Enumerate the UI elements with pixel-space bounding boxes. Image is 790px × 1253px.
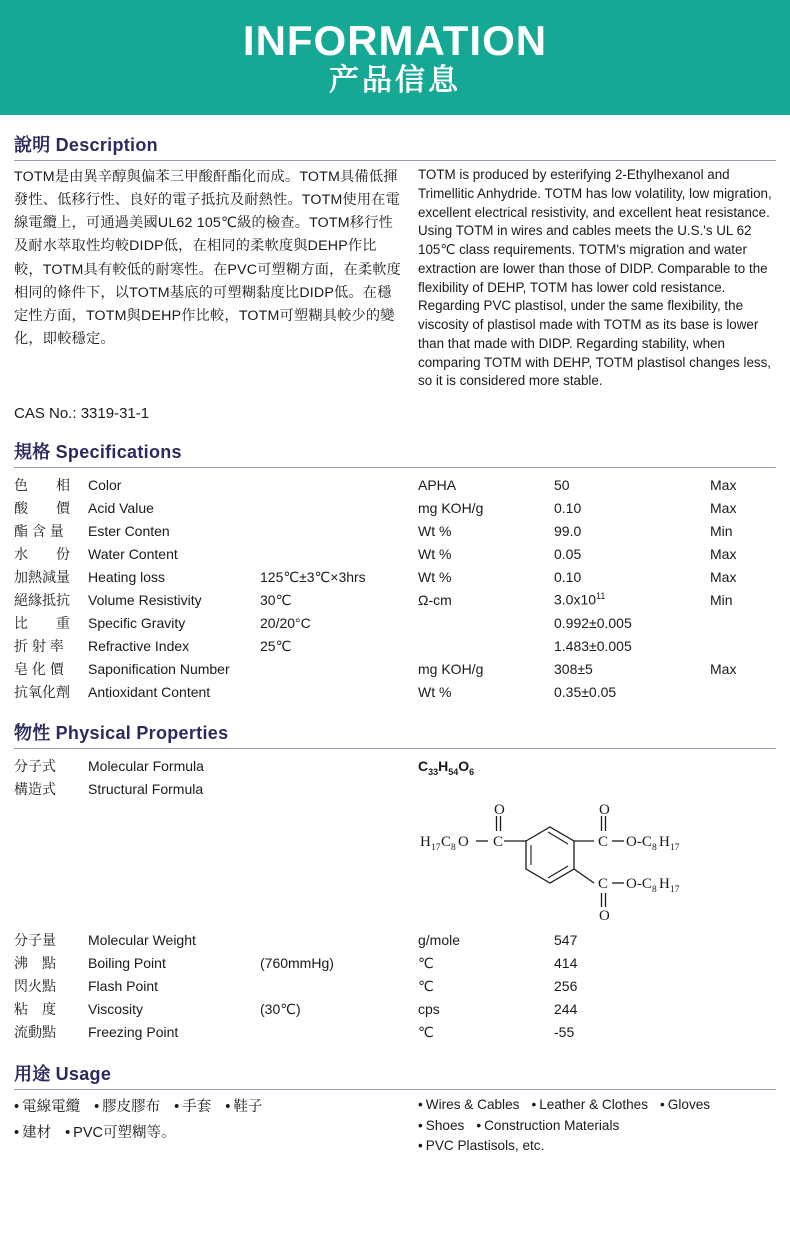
divider-specifications — [14, 467, 776, 468]
usage-line-en-1 — [418, 1095, 776, 1115]
spec-limit: Min — [710, 522, 733, 539]
formula-atom-o: O — [458, 757, 470, 774]
page-content — [0, 131, 790, 1157]
table-row-structural-formula — [14, 778, 776, 801]
cas-label: CAS No.: — [14, 405, 77, 423]
table-row — [14, 1021, 776, 1044]
spec-label-zh: 絕緣抵抗 — [14, 591, 70, 608]
page-banner — [0, 0, 790, 115]
spec-condition — [260, 496, 418, 519]
spec-limit: Max — [710, 568, 737, 585]
spec-unit — [418, 611, 554, 634]
usage-item-label: Wires & Cables — [425, 1096, 520, 1112]
spec-label-en: Specific Gravity — [88, 614, 186, 631]
table-row — [14, 588, 776, 611]
section-heading-specifications-en: Specifications — [55, 442, 182, 463]
cas-number — [14, 405, 776, 422]
spec-label-en: Heating loss — [88, 568, 166, 585]
spec-unit: Wt % — [418, 522, 452, 539]
molecular-formula-condition — [260, 754, 418, 778]
description-text-chinese: TOTM是由異辛醇與偏苯三甲酸酐酯化而成。TOTM具備低揮發性、低移行性、良好的電子抵抗及耐熱性。TOTM使用在電線電纜上，可通過美國UL62 105℃級的檢查。TOTM移行性及耐水萃取性均較DIDP低，在相同的柔軟度與DEHP作比較，TOTM具有較低的耐寒性。在PVC可塑糊方面，在柔軟度相同的條件下，以TOTM基底的可塑糊黏度比DIDP低。在穩定性方面，TOTM與DEHP作比較，TOTM可塑糊具較少的變化，即較穩定。 — [14, 169, 402, 347]
formula-atom-h: H — [438, 757, 449, 774]
property-label-en: Molecular Weight — [88, 932, 196, 949]
property-unit: ℃ — [418, 1024, 434, 1041]
spec-value: 0.10 — [554, 499, 582, 516]
table-row-molecular-formula — [14, 754, 776, 778]
svg-text:8: 8 — [451, 842, 456, 853]
svg-text:8: 8 — [652, 884, 657, 895]
property-value: -55 — [554, 1024, 575, 1041]
spec-condition — [260, 519, 418, 542]
struct-left-group: H — [420, 833, 431, 850]
bullet-icon: • — [65, 1125, 71, 1142]
svg-text:8: 8 — [652, 842, 657, 853]
spec-label-zh: 皂 化 價 — [14, 660, 64, 677]
section-heading-usage-zh: 用途 — [14, 1063, 51, 1084]
svg-text:C: C — [441, 833, 452, 850]
property-value: 244 — [554, 1001, 578, 1018]
spec-label-en: Water Content — [88, 545, 178, 562]
table-row — [14, 519, 776, 542]
spec-condition: 25℃ — [260, 637, 292, 654]
svg-text:17: 17 — [670, 884, 680, 895]
usage-item — [14, 1095, 80, 1120]
struct-right-bottom-carbonyl-c: C — [598, 875, 609, 892]
property-unit: ℃ — [418, 955, 434, 972]
usage-item-label: 鞋子 — [233, 1098, 263, 1115]
usage-item — [174, 1095, 211, 1120]
property-label-en: Boiling Point — [88, 955, 166, 972]
svg-text:H: H — [659, 833, 670, 850]
property-value: 414 — [554, 955, 578, 972]
formula-sub-o: 6 — [469, 766, 475, 777]
spec-limit — [710, 611, 776, 634]
usage-item-label: PVC可塑糊等。 — [73, 1125, 176, 1142]
structural-formula-label-en: Structural Formula — [88, 781, 204, 798]
svg-text:H: H — [659, 875, 670, 892]
property-label-en: Freezing Point — [88, 1024, 179, 1041]
spec-unit: Ω-cm — [418, 591, 452, 608]
structural-formula-label-zh: 構造式 — [14, 781, 56, 798]
property-limit — [710, 975, 776, 998]
usage-item-label: Gloves — [667, 1096, 711, 1112]
property-label-en: Viscosity — [88, 1001, 143, 1018]
usage-item — [476, 1116, 619, 1136]
spec-condition — [260, 657, 418, 680]
spec-label-en: Ester Conten — [88, 522, 170, 539]
table-row — [14, 975, 776, 998]
property-condition: (30℃) — [260, 1001, 301, 1018]
property-label-zh: 沸 點 — [14, 955, 56, 972]
spec-condition: 125℃±3℃×3hrs — [260, 568, 366, 585]
physical-properties-table — [14, 929, 776, 1044]
section-heading-description-en: Description — [55, 135, 158, 155]
molecular-formula-value — [418, 754, 776, 778]
usage-item-label: 建材 — [22, 1125, 52, 1142]
structural-formula-diagram — [14, 801, 776, 929]
formula-sub-c: 33 — [428, 766, 439, 777]
spec-limit: Max — [710, 660, 737, 677]
usage-item — [225, 1095, 262, 1120]
struct-right-top-carbonyl-o: O — [599, 801, 610, 818]
formula-atom-c: C — [418, 757, 429, 774]
usage-list-english — [418, 1095, 776, 1157]
property-condition — [260, 975, 418, 998]
property-condition — [260, 1021, 418, 1044]
spec-condition — [260, 542, 418, 565]
spec-label-zh: 水 份 — [14, 545, 70, 562]
specifications-table — [14, 473, 776, 703]
description-columns — [14, 166, 776, 391]
property-condition — [260, 929, 418, 952]
usage-item — [418, 1136, 544, 1156]
usage-item-label: 膠皮膠布 — [102, 1098, 161, 1115]
table-row — [14, 657, 776, 680]
spec-value: $3.0x10^{11}$ — [554, 591, 606, 608]
spec-label-zh: 抗氧化劑 — [14, 683, 70, 700]
spec-value: 0.35±0.05 — [554, 683, 617, 700]
table-row — [14, 542, 776, 565]
property-label-en: Flash Point — [88, 978, 159, 995]
table-row — [14, 680, 776, 703]
property-limit — [710, 929, 776, 952]
spec-label-zh: 色 相 — [14, 476, 70, 493]
spec-condition: 20/20°C — [260, 614, 311, 631]
bullet-icon: • — [418, 1096, 423, 1112]
bullet-icon: • — [14, 1125, 20, 1142]
property-unit: cps — [418, 1001, 440, 1018]
section-heading-usage — [14, 1060, 776, 1086]
property-label-zh: 分子量 — [14, 932, 56, 949]
usage-line-zh-2 — [14, 1121, 418, 1146]
svg-text:17: 17 — [431, 842, 441, 853]
bullet-icon: • — [94, 1098, 100, 1115]
spec-condition — [260, 473, 418, 496]
table-row — [14, 496, 776, 519]
struct-right-top-group: O-C — [626, 833, 652, 850]
table-row — [14, 998, 776, 1021]
property-condition: (760mmHg) — [260, 955, 334, 972]
spec-label-zh: 比 重 — [14, 614, 70, 631]
spec-value: 308±5 — [554, 660, 593, 677]
trimellitate-structure-svg — [418, 801, 718, 927]
molecular-formula-label-en: Molecular Formula — [88, 757, 204, 774]
spec-label-en: Refractive Index — [88, 637, 190, 654]
divider-usage — [14, 1089, 776, 1090]
table-row — [14, 952, 776, 975]
spec-value: 1.483±0.005 — [554, 637, 632, 654]
spec-condition: 30℃ — [260, 591, 292, 608]
divider-description — [14, 160, 776, 161]
spec-label-en: Volume Resistivity — [88, 591, 202, 608]
svg-text:O: O — [458, 833, 469, 850]
bullet-icon: • — [174, 1098, 180, 1115]
spec-label-en: Acid Value — [88, 499, 154, 516]
table-row — [14, 611, 776, 634]
spec-label-zh: 酸 價 — [14, 499, 70, 516]
table-row — [14, 634, 776, 657]
bullet-icon: • — [225, 1098, 231, 1115]
table-row — [14, 473, 776, 496]
spec-label-en: Color — [88, 476, 122, 493]
usage-item-label: Leather & Clothes — [539, 1096, 649, 1112]
spec-unit: mg KOH/g — [418, 660, 484, 677]
usage-item-label: Shoes — [425, 1117, 465, 1133]
usage-line-zh-1 — [14, 1095, 418, 1120]
usage-list-chinese — [14, 1095, 418, 1157]
spec-value: 0.10 — [554, 568, 582, 585]
property-unit: g/mole — [418, 932, 461, 949]
spec-unit — [418, 634, 554, 657]
usage-item-label: 電線電纜 — [22, 1098, 81, 1115]
svg-text:17: 17 — [670, 842, 680, 853]
usage-item-label: PVC Plastisols, etc. — [425, 1138, 545, 1154]
bullet-icon: • — [476, 1117, 482, 1133]
section-heading-usage-en: Usage — [55, 1063, 112, 1084]
bullet-icon: • — [660, 1096, 665, 1112]
bullet-icon: • — [418, 1117, 423, 1133]
spec-unit: Wt % — [418, 568, 452, 585]
divider-physical-properties — [14, 748, 776, 749]
spec-label-zh: 加熱減量 — [14, 568, 70, 585]
bullet-icon: • — [14, 1098, 20, 1115]
usage-item-label: Construction Materials — [484, 1117, 620, 1133]
spec-value: 0.992±0.005 — [554, 614, 632, 631]
spec-label-en: Saponification Number — [88, 660, 230, 677]
section-heading-description — [14, 131, 776, 157]
spec-unit: Wt % — [418, 545, 452, 562]
spec-label-zh: 酯 含 量 — [14, 522, 64, 539]
spec-limit — [710, 634, 776, 657]
property-limit — [710, 952, 776, 975]
usage-item — [418, 1116, 464, 1136]
description-text-english: TOTM is produced by esterifying 2-Ethylhexanol and Trimellitic Anhydride. TOTM has low volatility, low migration, excellent electrical resistivity, and excellent heat resistance. Using TOTM in wires and cables meets the U.S.'s UL 62 105℃ class requirements. TOTM's migration and water extraction are lower than those of DIDP. Comparable to the flexibility of DEHP, TOTM has lower cold resistance. Regarding PVC plastisol, under the same flexibility, the viscosity of plastisol made with TOTM as its base is lower than that made with DIDP. Regarding stability, when comparing TOTM with DEHP, TOTM plastisol changes less, so it is considered more stable. — [418, 167, 772, 389]
section-heading-description-zh: 說明 — [14, 135, 51, 155]
usage-item — [418, 1095, 519, 1115]
spec-label-zh: 折 射 率 — [14, 637, 64, 654]
usage-item — [531, 1095, 648, 1115]
molecular-formula-label-zh: 分子式 — [14, 757, 56, 774]
spec-condition — [260, 680, 418, 703]
property-label-zh: 閃火點 — [14, 978, 56, 995]
usage-line-en-2 — [418, 1116, 776, 1136]
spec-limit: Max — [710, 545, 737, 562]
spec-unit: mg KOH/g — [418, 499, 484, 516]
usage-columns — [14, 1095, 776, 1157]
section-heading-specifications — [14, 438, 776, 464]
property-label-zh: 流動點 — [14, 1024, 56, 1041]
section-heading-physical-properties — [14, 719, 776, 745]
section-heading-physical-properties-zh: 物性 — [14, 723, 51, 744]
usage-item-label: 手套 — [182, 1098, 212, 1115]
spec-label-en: Antioxidant Content — [88, 683, 211, 700]
spec-unit: Wt % — [418, 683, 452, 700]
spec-limit: Max — [710, 499, 737, 516]
bullet-icon: • — [418, 1138, 423, 1154]
cas-value: 3319-31-1 — [80, 405, 150, 423]
property-limit — [710, 998, 776, 1021]
spec-value: 99.0 — [554, 522, 582, 539]
spec-limit: Max — [710, 476, 737, 493]
usage-item — [65, 1121, 175, 1146]
spec-value: 0.05 — [554, 545, 582, 562]
spec-limit: Min — [710, 591, 733, 608]
table-row — [14, 929, 776, 952]
formula-table — [14, 754, 776, 801]
struct-right-bottom-group: O-C — [626, 875, 652, 892]
struct-left-carbonyl-o: O — [494, 801, 505, 818]
section-heading-physical-properties-en: Physical Properties — [55, 723, 229, 744]
banner-title-chinese: 产品信息 — [329, 63, 461, 97]
property-value: 256 — [554, 978, 578, 995]
struct-right-top-carbonyl-c: C — [598, 833, 609, 850]
usage-item — [94, 1095, 160, 1120]
section-heading-specifications-zh: 規格 — [14, 442, 51, 463]
banner-title-english: INFORMATION — [242, 16, 548, 64]
property-label-zh: 粘 度 — [14, 1001, 56, 1018]
usage-line-en-3 — [418, 1136, 776, 1156]
spec-value-exponent: 11 — [596, 591, 606, 602]
struct-right-bottom-carbonyl-o: O — [599, 907, 610, 924]
bullet-icon: • — [531, 1096, 537, 1112]
usage-item — [660, 1095, 710, 1115]
spec-value: 50 — [554, 476, 570, 493]
property-limit — [710, 1021, 776, 1044]
property-value: 547 — [554, 932, 578, 949]
formula-sub-h: 54 — [448, 766, 459, 777]
struct-left-carbonyl-c: C — [493, 833, 504, 850]
usage-item — [14, 1121, 51, 1146]
property-unit: ℃ — [418, 978, 434, 995]
spec-unit: APHA — [418, 476, 457, 493]
table-row — [14, 565, 776, 588]
spec-limit — [710, 680, 776, 703]
